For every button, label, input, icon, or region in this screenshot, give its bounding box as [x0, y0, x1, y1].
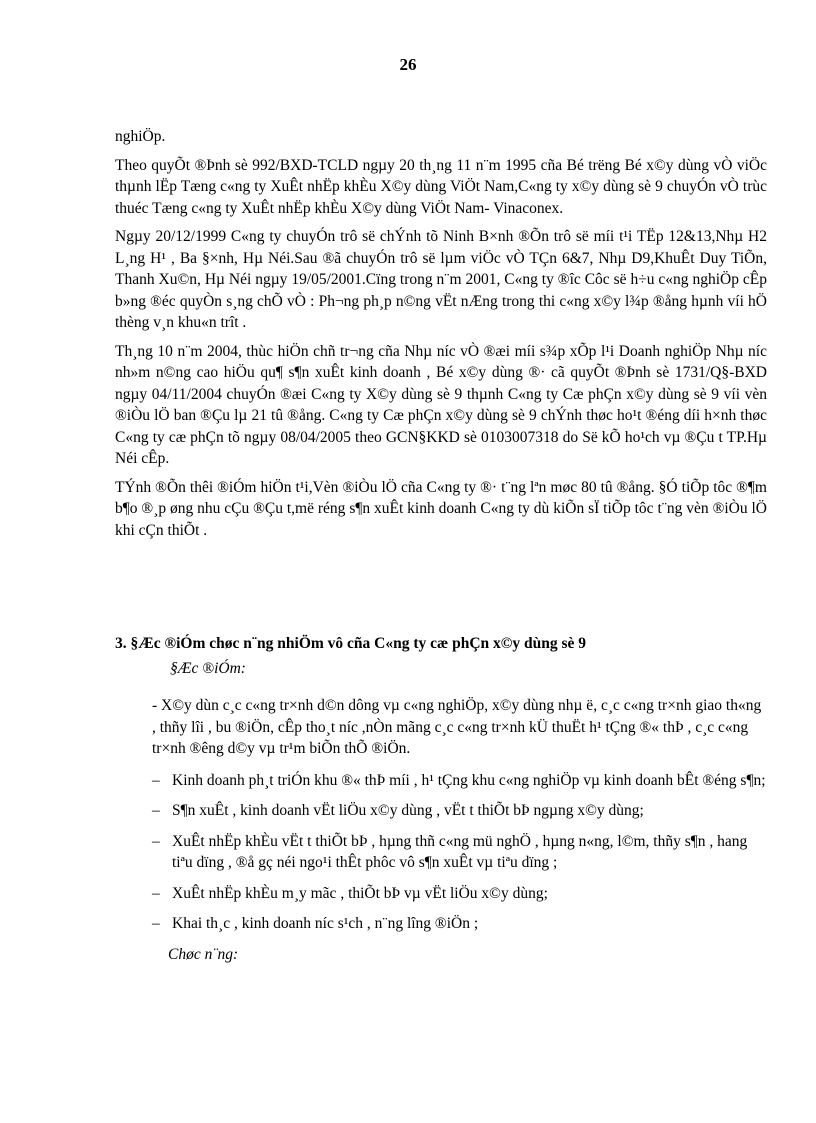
dash-bullet: – — [152, 832, 160, 850]
paragraph: Ngµy 20/12/1999 C«ng ty chuyÓn trô së chÝnh tõ Ninh B×nh ®Õn trô së míi t¹i TËp 12&13,Nhµ H2 L¸ng H¹ , Ba §×nh, Hµ Néi.Sau ®ã chuyÓn trô së lµm viÖc vÒ TÇn 6&7, Nhµ D9,KhuÊt Duy TiÕn, Thanh Xu©n, Hµ Néi ngµy 19/05/2001.Cïng trong n¨m 2001, C«ng ty ®îc Côc së h÷u c«ng nghiÖp cÊp b»ng ®éc quyÒn s¸ng chÕ vÒ : Ph¬ng ph¸p n©ng vËt nÆng trong thi c«ng x©y l¾p ®ång hµnh víi hÖ thèng v¸n khu«n trît . — [115, 228, 767, 331]
list-item-text: XuÊt nhËp khÈu m¸y mãc , thiÕt bÞ vµ vËt liÖu x©y dùng; — [172, 884, 548, 902]
paragraph: Th¸ng 10 n¨m 2004, thùc hiÖn chñ tr¬ng cña Nhµ níc vÒ ®æi míi s¾p xÕp l¹i Doanh nghiÖp Nhµ níc nh»m n©ng cao hiÖu qu¶ s¶n xuÊt kinh doanh , Bé x©y dùng ®· cã quyÕt ®Þnh sè 1731/Q§-BXD ngµy 04/11/2004 chuyÓn ®æi C«ng ty X©y dùng sè 9 thµnh C«ng ty Cæ phÇn x©y dùng sè 9 víi vèn ®iÒu lÖ ban ®Çu lµ 21 tû ®ång. C«ng ty Cæ phÇn x©y dùng sè 9 chÝnh thøc ho¹t ®éng díi h×nh thøc C«ng ty cæ phÇn tõ ngµy 08/04/2005 theo GCN§KKD sè 0103007318 do Së kÕ ho¹ch vµ ®Çu t TP.Hµ Néi cÊp. — [115, 342, 767, 467]
page-number: 26 — [399, 55, 417, 74]
list-item: - X©y dùn c¸c c«ng tr×nh d©n dông vµ c«ng nghiÖp, x©y dùng nhµ ë, c¸c c«ng tr×nh giao th«ng , thñy lîi , bu ®iÖn, cÊp tho¸t níc ,nÒn mãng c¸c c«ng tr×nh kÜ thuËt h¹ tÇng ®« thÞ , c¸c c«ng tr×nh ®êng d©y vµ tr¹m biÕn thÕ ®iÖn. — [152, 697, 762, 757]
list-item-text: XuÊt nhËp khÈu vËt t thiÕt bÞ , hµng thñ c«ng mü nghÖ , hµng n«ng, l©m, thñy s¶n , hang tiªu dïng , ®å gç néi ngo¹i thÊt phôc vô s¶n xuÊt vµ tiªu dïng ; — [172, 832, 748, 871]
document-body — [115, 126, 767, 548]
paragraph: Theo quyÕt ®Þnh sè 992/BXD-TCLD ngµy 20 th¸ng 11 n¨m 1995 cña Bé trëng Bé x©y dùng vÒ viÖc thµnh lËp Tæng c«ng ty XuÊt nhËp khÈu X©y dùng ViÖt Nam,C«ng ty x©y dùng sè 9 chuyÓn vÒ trùc thuéc Tæng c«ng ty XuÊt nhËp khÈu X©y dùng ViÖt Nam- Vinaconex. — [115, 156, 767, 217]
list-item — [152, 800, 767, 822]
feature-list — [152, 695, 767, 965]
list-item — [152, 770, 767, 792]
list-item — [152, 883, 767, 905]
paragraph: TÝnh ®Õn thêi ®iÓm hiÖn t¹i,Vèn ®iÒu lÖ cña C«ng ty ®· t¨ng lªn møc 80 tû ®ång. §Ó tiÕp tôc ®¶m b¶o ®¸p øng nhu cÇu ®Çu t,më réng s¶n xuÊt kinh doanh C«ng ty dù kiÕn sÏ tiÕp tôc t¨ng vèn ®iÒu lÖ khi cÇn thiÕt . — [115, 478, 767, 539]
list-item — [152, 913, 767, 935]
subheading-dac-diem: §Æc ®iÓm: — [170, 660, 246, 677]
dash-bullet: – — [152, 915, 160, 932]
subheading-chuc-nang: Chøc n¨ng: — [168, 945, 239, 963]
dash-bullet: – — [152, 884, 160, 902]
section-heading: 3. §Æc ®iÓm chøc n¨ng nhiÖm vô cña C«ng ty cæ phÇn x©y dùng sè 9 — [115, 635, 586, 652]
list-item-text: Khai th¸c , kinh doanh níc s¹ch , n¨ng lîng ®iÖn ; — [172, 915, 479, 932]
list-item — [152, 831, 767, 874]
list-item-text: S¶n xuÊt , kinh doanh vËt liÖu x©y dùng , vËt t thiÕt bÞ ngµng x©y dùng; — [172, 802, 644, 819]
dash-bullet: – — [152, 802, 160, 819]
dash-bullet: – — [152, 771, 160, 789]
paragraph: nghiÖp. — [115, 128, 166, 145]
list-item-text: Kinh doanh ph¸t triÓn khu ®« thÞ míi , h¹ tÇng khu c«ng nghiÖp vµ kinh doanh bÊt ®éng s¶n; — [172, 771, 766, 789]
